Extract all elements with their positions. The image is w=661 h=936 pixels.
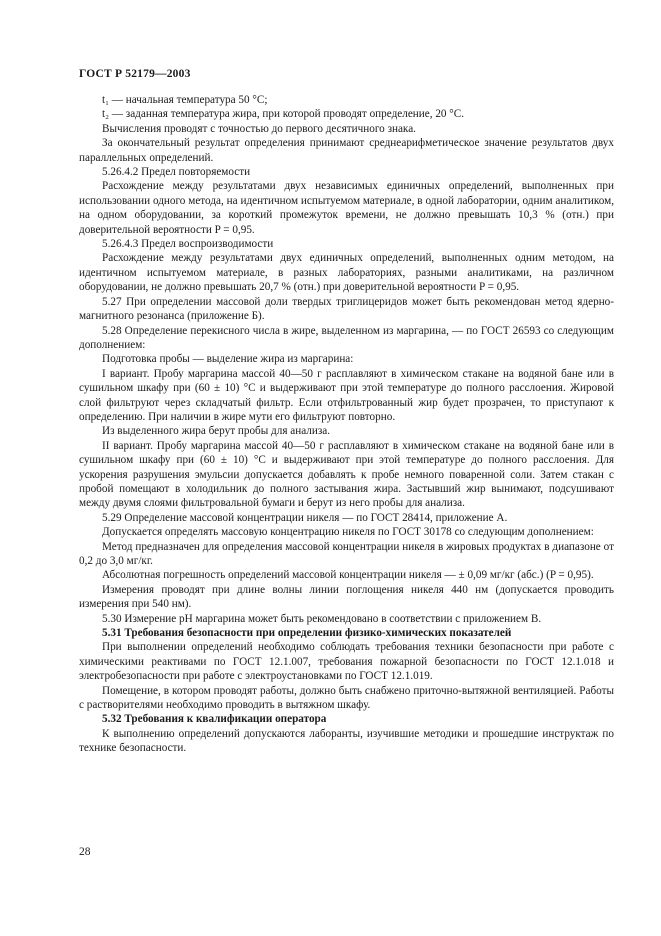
paragraph: t₂ — заданная температура жира, при которой проводят определение, 20 °С.: [102, 108, 465, 121]
section-heading: [79, 626, 614, 640]
paragraph: При выполнении определений необходимо соблюдать требования техники безопасности при работе с химическими реактивами по ГОСТ 12.1.007, требования пожарной безопасности по ГОСТ 12.1.018 и электробезопасности при работе с электроустановками по ГОСТ 12.1.019.: [79, 641, 614, 683]
paragraph: Помещение, в котором проводят работы, должно быть снабжено приточно-вытяжной вентиляцией. Работы с растворителями необходимо проводить в вытяжном шкафу.: [79, 684, 614, 712]
paragraph: I вариант. Пробу маргарина массой 40—50 г расплавляют в химическом стакане на водяной бане или в сушильном шкафу при (60 ± 10) °С и выдерживают при этой температуре до полного расслоения. Жировой слой фильтруют через складчатый фильтр. Если отфильтрованный жир будет прозрачен, то приступают к определению. При наличии в жире мути его фильтруют повторно.: [79, 367, 614, 423]
paragraph: Абсолютная погрешность определений массовой концентрации никеля — ± 0,09 мг/кг (абс.) (P = 0,95).: [102, 569, 594, 582]
paragraph: Вычисления проводят с точностью до первого десятичного знака.: [102, 122, 416, 135]
paragraph: Расхождение между результатами двух единичных определений, выполненных одним методом, на идентичном испытуемом материале, в разных лабораториях, разными аналитиками, на различном оборудовании, не должно превышать 20,7 % (отн.) при доверительной вероятности P = 0,95.: [79, 252, 614, 294]
paragraph: 5.28 Определение перекисного числа в жире, выделенном из маргарина, — по ГОСТ 26593 со следующим дополнением:: [79, 324, 614, 351]
paragraph: Измерения проводят при длине волны линии поглощения никеля 440 нм (допускается проводить измерения при 540 нм).: [79, 583, 614, 611]
paragraph: Допускается определять массовую концентрацию никеля по ГОСТ 30178 со следующим дополнением:: [102, 526, 594, 539]
paragraph: Из выделенного жира берут пробы для анализа.: [102, 425, 331, 438]
paragraph: 5.27 При определении массовой доли твердых триглицеридов может быть рекомендован метод ядерно-магнитного резонанса (приложение Б).: [79, 295, 614, 323]
paragraph: За окончательный результат определения принимают среднеарифметическое значение результатов двух параллельных определений.: [79, 137, 614, 164]
section-heading-text: 5.31 Требования безопасности при определении физико-химических показателей: [102, 627, 512, 640]
page-number: 28: [79, 846, 91, 858]
paragraph: Метод предназначен для определения массовой концентрации никеля в жировых продуктах в диапазоне от 0,2 до 3,0 мг/кг.: [79, 540, 614, 567]
paragraph: Расхождение между результатами двух независимых единичных определений, выполненных при использовании одного метода, на идентичном испытуемом материале, в одной лаборатории, одним аналитиком, на одном оборудовании, за короткий промежуток времени, не должно превышать 10,3 % (отн.) при доверительной вероятности P = 0,95.: [79, 180, 614, 236]
paragraph: К выполнению определений допускаются лаборанты, изучившие методики и прошедшие инструктаж по технике безопасности.: [79, 727, 614, 755]
paragraph: 5.29 Определение массовой концентрации никеля — по ГОСТ 28414, приложение А.: [102, 511, 508, 524]
document-body: [79, 93, 614, 756]
section-heading-text: 5.32 Требования к квалификации оператора: [102, 713, 327, 726]
paragraph: t₁ — начальная температура 50 °С;: [102, 94, 268, 106]
subsection-title: 5.26.4.2 Предел повторяемости: [102, 166, 251, 179]
document-header: ГОСТ Р 52179—2003: [79, 68, 191, 80]
paragraph: 5.30 Измерение рН маргарина может быть рекомендовано в соответствии с приложением В.: [102, 612, 542, 625]
subsection-title: 5.26.4.3 Предел воспроизводимости: [102, 238, 274, 251]
section-heading: [79, 712, 614, 726]
paragraph: Подготовка пробы — выделение жира из маргарина:: [102, 353, 354, 366]
paragraph: II вариант. Пробу маргарина массой 40—50 г расплавляют в химическом стакане на водяной бане или в сушильном шкафу при (60 ± 10) °С и выдерживают при этой температуре до полного расслоения. Для ускорения разрушения эмульсии допускается добавлять к пробе немного поваренной соли. Затем стакан с пробой помещают в холодильник до полного застывания жира. Застывший жир вынимают, подсушивают между двумя слоями фильтровальной бумаги и берут из него пробы для анализа.: [79, 439, 614, 510]
